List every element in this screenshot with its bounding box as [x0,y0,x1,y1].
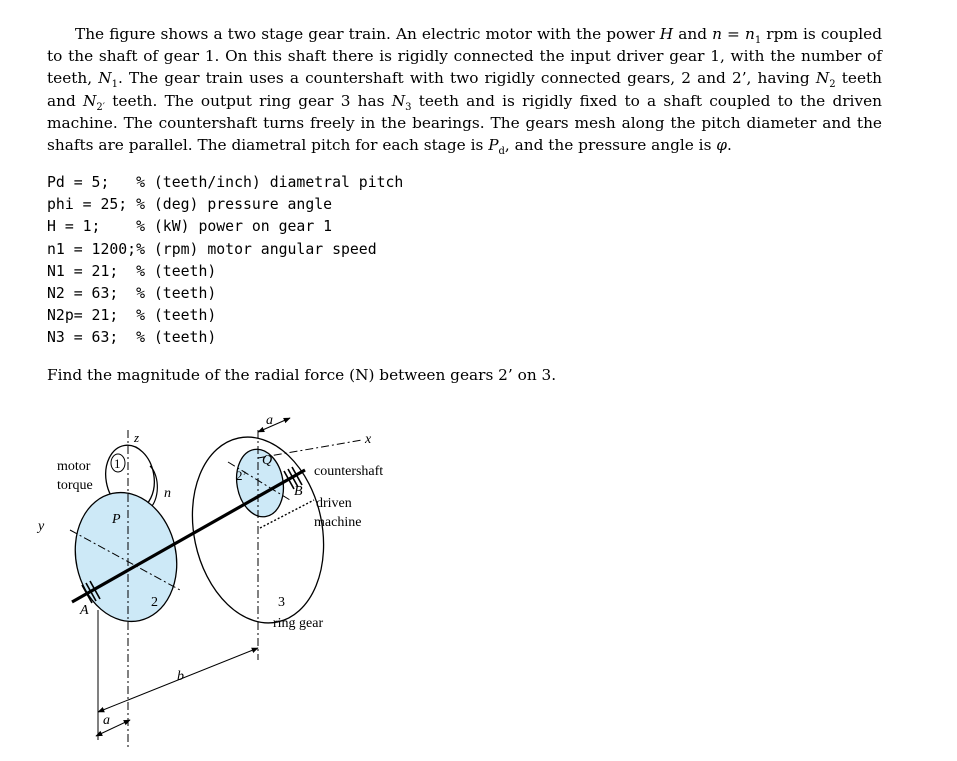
code-line: N2 = 63; % (teeth) [47,285,217,303]
dimension-a-top [258,418,290,432]
question-text: Find the magnitude of the radial force (N) between gears 2’ on 3. [47,366,557,384]
label-gear-2-prime: 2’ [236,468,247,483]
dimension-a-bottom [96,720,130,736]
label-a-bottom: a [103,713,110,728]
label-P: P [112,512,121,527]
label-machine: machine [314,515,362,530]
code-line: N1 = 21; % (teeth) [47,262,217,280]
label-x: x [365,432,372,447]
code-line: Pd = 5; % (teeth/inch) diametral pitch [47,174,404,191]
label-driven: driven [316,496,352,511]
code-line: H = 1; % (kW) power on gear 1 [47,218,333,236]
label-ring-gear: ring gear [273,616,324,631]
code-line: n1 = 1200;% (rpm) motor angular speed [47,240,377,258]
label-B: B [294,484,303,499]
label-n: n [164,486,171,501]
label-a-top: a [266,413,273,428]
problem-statement: The figure shows a two stage gear train. An electric motor with the power H and $n = n_1$ rpm is coupled to the shaft of gear 1. On this shaft there is rigidly connected the input driver gear 1, with the number of teeth, $N_1$. The gear train uses a countershaft with two rigidly connected gears, 2 and 2’, having $N_2$ teeth and $N_{2'}$ teeth. The output ring gear 3 has $N_3$ teeth and is rigidly fixed to a shaft coupled to the driven machine. The countershaft turns freely in the bearings. The gears mesh along the pitch diameter and the shafts are parallel. The diametral pitch for each stage is $P_d$, and the pressure angle is φ. [47,25,882,158]
matlab-code-block [47,172,403,350]
label-motor: motor [57,459,91,474]
label-y: y [38,519,45,534]
gear-train-figure [0,400,957,761]
label-torque: torque [57,478,93,493]
label-gear-2: 2 [151,595,158,610]
label-z: z [134,430,140,445]
label-gear-1: 1 [114,456,121,471]
label-A: A [80,603,89,618]
label-countershaft: countershaft [314,464,384,479]
code-line: N2p= 21; % (teeth) [47,307,217,325]
label-gear-3: 3 [278,595,285,610]
code-line: N3 = 63; % (teeth) [47,329,217,347]
code-line: phi = 25; % (deg) pressure angle [47,196,333,214]
label-Q: Q [262,453,273,468]
label-b: b [177,669,184,684]
